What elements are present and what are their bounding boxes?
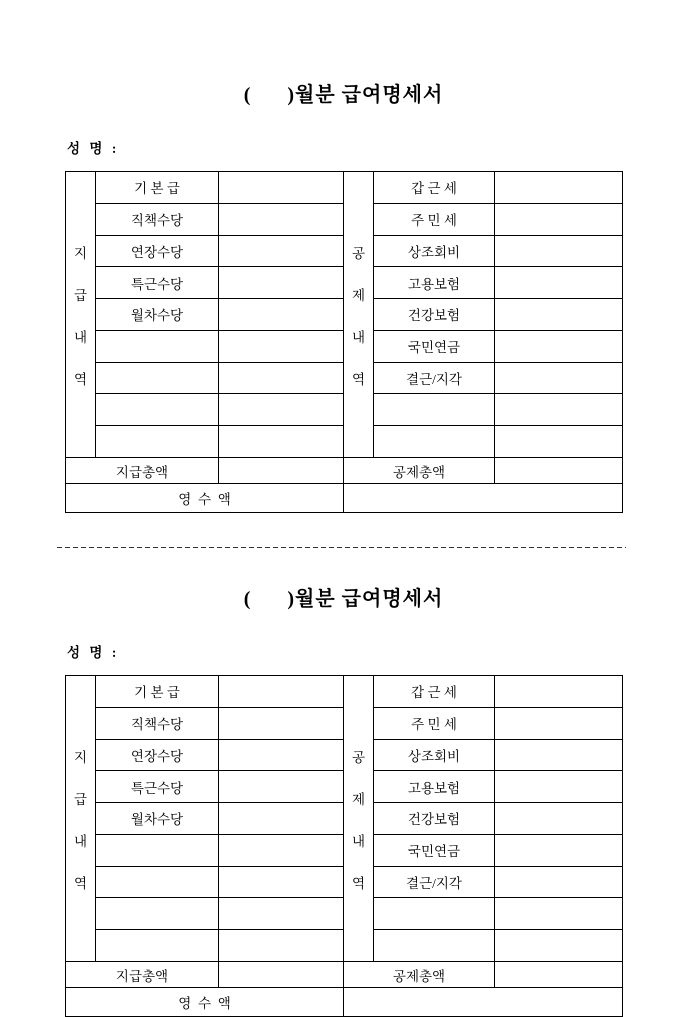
payment-item-cell[interactable]	[96, 394, 219, 426]
table-row	[66, 172, 623, 204]
payment-amount-cell[interactable]	[219, 771, 344, 803]
deduction-section-label	[344, 172, 374, 458]
payment-amount-cell[interactable]	[219, 866, 344, 898]
payment-total-amount-cell[interactable]	[219, 962, 344, 988]
payment-item-label: 직책수당	[96, 707, 219, 739]
deduction-vertical-char: 제	[351, 287, 366, 303]
deduction-section-label	[344, 676, 374, 962]
payment-item-cell[interactable]	[96, 330, 219, 362]
deduction-vertical-char: 제	[351, 791, 366, 807]
totals-row	[66, 962, 623, 988]
deduction-item-label: 주 민 세	[374, 203, 495, 235]
payment-item-cell[interactable]	[96, 834, 219, 866]
deduction-item-label: 갑 근 세	[374, 676, 495, 708]
deduction-item-label: 고용보험	[374, 771, 495, 803]
deduction-amount-cell[interactable]	[495, 930, 623, 962]
payment-item-cell[interactable]	[96, 866, 219, 898]
payment-amount-cell[interactable]	[219, 203, 344, 235]
payment-item-cell[interactable]	[96, 362, 219, 394]
deduction-item-label: 상조회비	[374, 235, 495, 267]
payment-vertical-char: 내	[73, 833, 88, 849]
payment-amount-cell[interactable]	[219, 299, 344, 331]
payment-amount-cell[interactable]	[219, 172, 344, 204]
payment-amount-cell[interactable]	[219, 898, 344, 930]
deduction-vertical-char: 역	[351, 371, 366, 387]
deduction-vertical-char: 내	[351, 833, 366, 849]
deduction-amount-cell[interactable]	[495, 707, 623, 739]
receipt-amount-cell[interactable]	[344, 484, 623, 513]
payment-vertical-char: 역	[73, 875, 88, 891]
salary-table	[65, 171, 623, 513]
deduction-amount-cell[interactable]	[495, 739, 623, 771]
payment-item-label: 기 본 급	[96, 676, 219, 708]
name-label: 성 명 :	[67, 141, 120, 156]
totals-row	[66, 458, 623, 484]
payment-item-label: 월차수당	[96, 803, 219, 835]
deduction-amount-cell[interactable]	[495, 394, 623, 426]
deduction-amount-cell[interactable]	[495, 362, 623, 394]
deduction-vertical-char: 역	[351, 875, 366, 891]
deduction-total-amount-cell[interactable]	[495, 962, 623, 988]
payment-amount-cell[interactable]	[219, 676, 344, 708]
dashed-divider	[57, 546, 626, 548]
deduction-amount-cell[interactable]	[495, 235, 623, 267]
payment-section-label	[66, 676, 96, 962]
deduction-section-vertical-text	[344, 708, 373, 929]
payment-item-label: 특근수당	[96, 267, 219, 299]
deduction-vertical-char: 공	[351, 749, 366, 765]
payment-vertical-char: 급	[73, 287, 88, 303]
payment-item-label: 기 본 급	[96, 172, 219, 204]
payment-amount-cell[interactable]	[219, 803, 344, 835]
deduction-item-cell[interactable]	[374, 426, 495, 458]
payment-amount-cell[interactable]	[219, 739, 344, 771]
name-row	[67, 641, 622, 662]
deduction-total-amount-cell[interactable]	[495, 458, 623, 484]
deduction-amount-cell[interactable]	[495, 834, 623, 866]
payment-amount-cell[interactable]	[219, 834, 344, 866]
payment-item-label: 특근수당	[96, 771, 219, 803]
payment-total-amount-cell[interactable]	[219, 458, 344, 484]
receipt-row	[66, 484, 623, 513]
deduction-item-cell[interactable]	[374, 898, 495, 930]
receipt-label: 영 수 액	[66, 484, 344, 513]
deduction-item-label: 건강보험	[374, 803, 495, 835]
payment-item-label: 연장수당	[96, 235, 219, 267]
deduction-amount-cell[interactable]	[495, 299, 623, 331]
deduction-item-label: 결근/지각	[374, 866, 495, 898]
payment-vertical-char: 지	[73, 749, 88, 765]
deduction-amount-cell[interactable]	[495, 866, 623, 898]
deduction-item-label: 고용보험	[374, 267, 495, 299]
salary-form	[65, 78, 622, 513]
payment-vertical-char: 역	[73, 371, 88, 387]
payment-amount-cell[interactable]	[219, 426, 344, 458]
deduction-item-label: 국민연금	[374, 330, 495, 362]
payment-amount-cell[interactable]	[219, 267, 344, 299]
deduction-total-label: 공제총액	[344, 458, 495, 484]
payment-amount-cell[interactable]	[219, 930, 344, 962]
deduction-item-label: 주 민 세	[374, 707, 495, 739]
deduction-item-label: 상조회비	[374, 739, 495, 771]
payment-section-vertical-text	[66, 708, 95, 929]
deduction-amount-cell[interactable]	[495, 203, 623, 235]
payment-item-cell[interactable]	[96, 898, 219, 930]
payment-amount-cell[interactable]	[219, 235, 344, 267]
payment-vertical-char: 지	[73, 245, 88, 261]
deduction-total-label: 공제총액	[344, 962, 495, 988]
deduction-amount-cell[interactable]	[495, 771, 623, 803]
payment-amount-cell[interactable]	[219, 707, 344, 739]
salary-form	[65, 582, 622, 1017]
deduction-item-label: 국민연금	[374, 834, 495, 866]
payment-item-cell[interactable]	[96, 930, 219, 962]
name-row	[67, 137, 622, 158]
payment-item-cell[interactable]	[96, 426, 219, 458]
payment-amount-cell[interactable]	[219, 330, 344, 362]
payment-item-label: 연장수당	[96, 739, 219, 771]
deduction-amount-cell[interactable]	[495, 803, 623, 835]
deduction-item-label: 결근/지각	[374, 362, 495, 394]
deduction-section-vertical-text	[344, 204, 373, 425]
receipt-row	[66, 988, 623, 1017]
form-title: ( )월분 급여명세서	[243, 84, 444, 106]
deduction-amount-cell[interactable]	[495, 898, 623, 930]
deduction-amount-cell[interactable]	[495, 172, 623, 204]
deduction-vertical-char: 내	[351, 329, 366, 345]
name-label: 성 명 :	[67, 645, 120, 660]
deduction-item-label: 건강보험	[374, 299, 495, 331]
deduction-amount-cell[interactable]	[495, 676, 623, 708]
payment-section-vertical-text	[66, 204, 95, 425]
payment-vertical-char: 내	[73, 329, 88, 345]
deduction-amount-cell[interactable]	[495, 330, 623, 362]
deduction-item-cell[interactable]	[374, 394, 495, 426]
deduction-item-cell[interactable]	[374, 930, 495, 962]
payment-amount-cell[interactable]	[219, 394, 344, 426]
payment-section-label	[66, 172, 96, 458]
payment-item-label: 직책수당	[96, 203, 219, 235]
payment-amount-cell[interactable]	[219, 362, 344, 394]
deduction-amount-cell[interactable]	[495, 426, 623, 458]
payment-item-label: 월차수당	[96, 299, 219, 331]
payment-total-label: 지급총액	[66, 962, 219, 988]
deduction-amount-cell[interactable]	[495, 267, 623, 299]
payment-total-label: 지급총액	[66, 458, 219, 484]
receipt-label: 영 수 액	[66, 988, 344, 1017]
salary-table	[65, 675, 623, 1017]
payment-vertical-char: 급	[73, 791, 88, 807]
table-row	[66, 676, 623, 708]
deduction-item-label: 갑 근 세	[374, 172, 495, 204]
form-title: ( )월분 급여명세서	[243, 588, 444, 610]
deduction-vertical-char: 공	[351, 245, 366, 261]
receipt-amount-cell[interactable]	[344, 988, 623, 1017]
